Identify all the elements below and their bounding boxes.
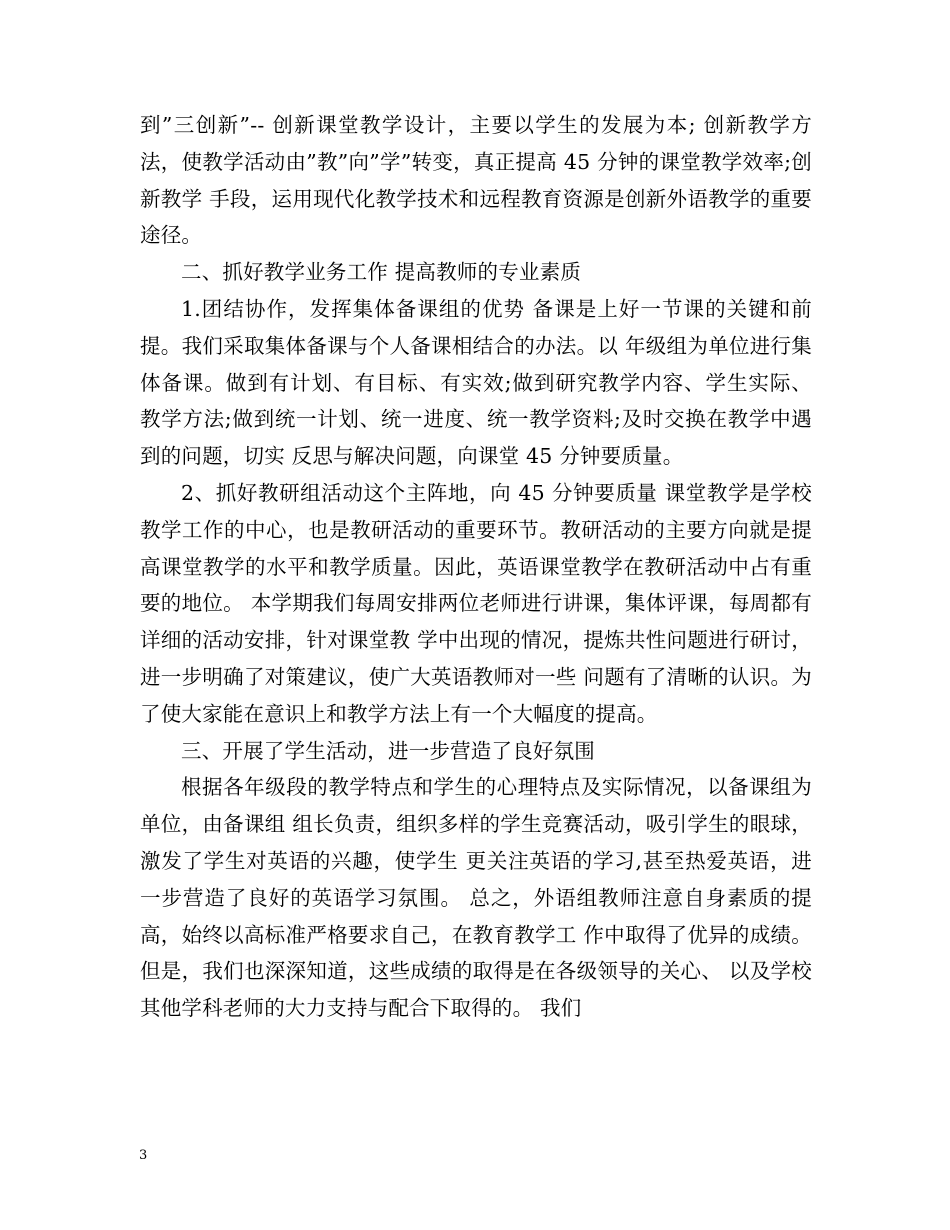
heading-section-three: 三、开展了学生活动，进一步营造了良好氛围 bbox=[181, 738, 595, 763]
heading-section-two: 二、抓好教学业务工作 提高教师的专业素质 bbox=[181, 260, 582, 285]
paragraph-teaching-research: 2、抓好教研组活动这个主阵地，向 45 分钟要质量 课堂教学是学校教学工作的中心，也是教研活动的重要环节。教研活动的主要方向就是提高课堂教学的水平和教学质量。因此，英语课堂教学在教研活动中占有重要的地位。 本学期我们每周安排两位老师进行讲课，集体评课，每周都有详细的活动安排，针对课堂教 学中出现的情况，提炼共性问题进行研讨，进一步明确了对策建议，使广大英语教师对一些 问题有了清晰的认识。为了使大家能在意识上和教学方法上有一个大幅度的提高。 bbox=[140, 480, 812, 726]
paragraph-collective-lesson-prep: 1.团结协作，发挥集体备课组的优势 备课是上好一节课的关键和前提。我们采取集体备课与个人备课相结合的办法。以 年级组为单位进行集体备课。做到有计划、有目标、有实效;做到研究教学内容、学生实际、 教学方法;做到统一计划、统一进度、统一教学资料;及时交换在教学中遇到的问题，切实 反思与解决问题，向课堂 45 分钟要质量。 bbox=[140, 296, 812, 469]
paragraph-student-activities: 根据各年级段的教学特点和学生的心理特点及实际情况，以备课组为单位，由备课组 组长负责，组织多样的学生竞赛活动，吸引学生的眼球，激发了学生对英语的兴趣，使学生 更关注英语的学习,甚至热爱英语，进一步营造了良好的英语学习氛围。 总之，外语组教师注意自身素质的提高，始终以高标准严格要求自己，在教育教学工 作中取得了优异的成绩。 但是，我们也深深知道，这些成绩的取得是在各级领导的关心、 以及学校其他学科老师的大力支持与配合下取得的。 我们 bbox=[140, 775, 812, 1021]
paragraph-innovation: 到”三创新”-- 创新课堂教学设计，主要以学生的发展为本; 创新教学方法，使教学活动由”教”向”学”转变，真正提高 45 分钟的课堂教学效率;创新教学 手段，运用现代化教学技术和远程教育资源是创新外语教学的重要途径。 bbox=[140, 113, 812, 248]
page-number: 3 bbox=[139, 1148, 148, 1163]
document-body bbox=[140, 107, 812, 1027]
